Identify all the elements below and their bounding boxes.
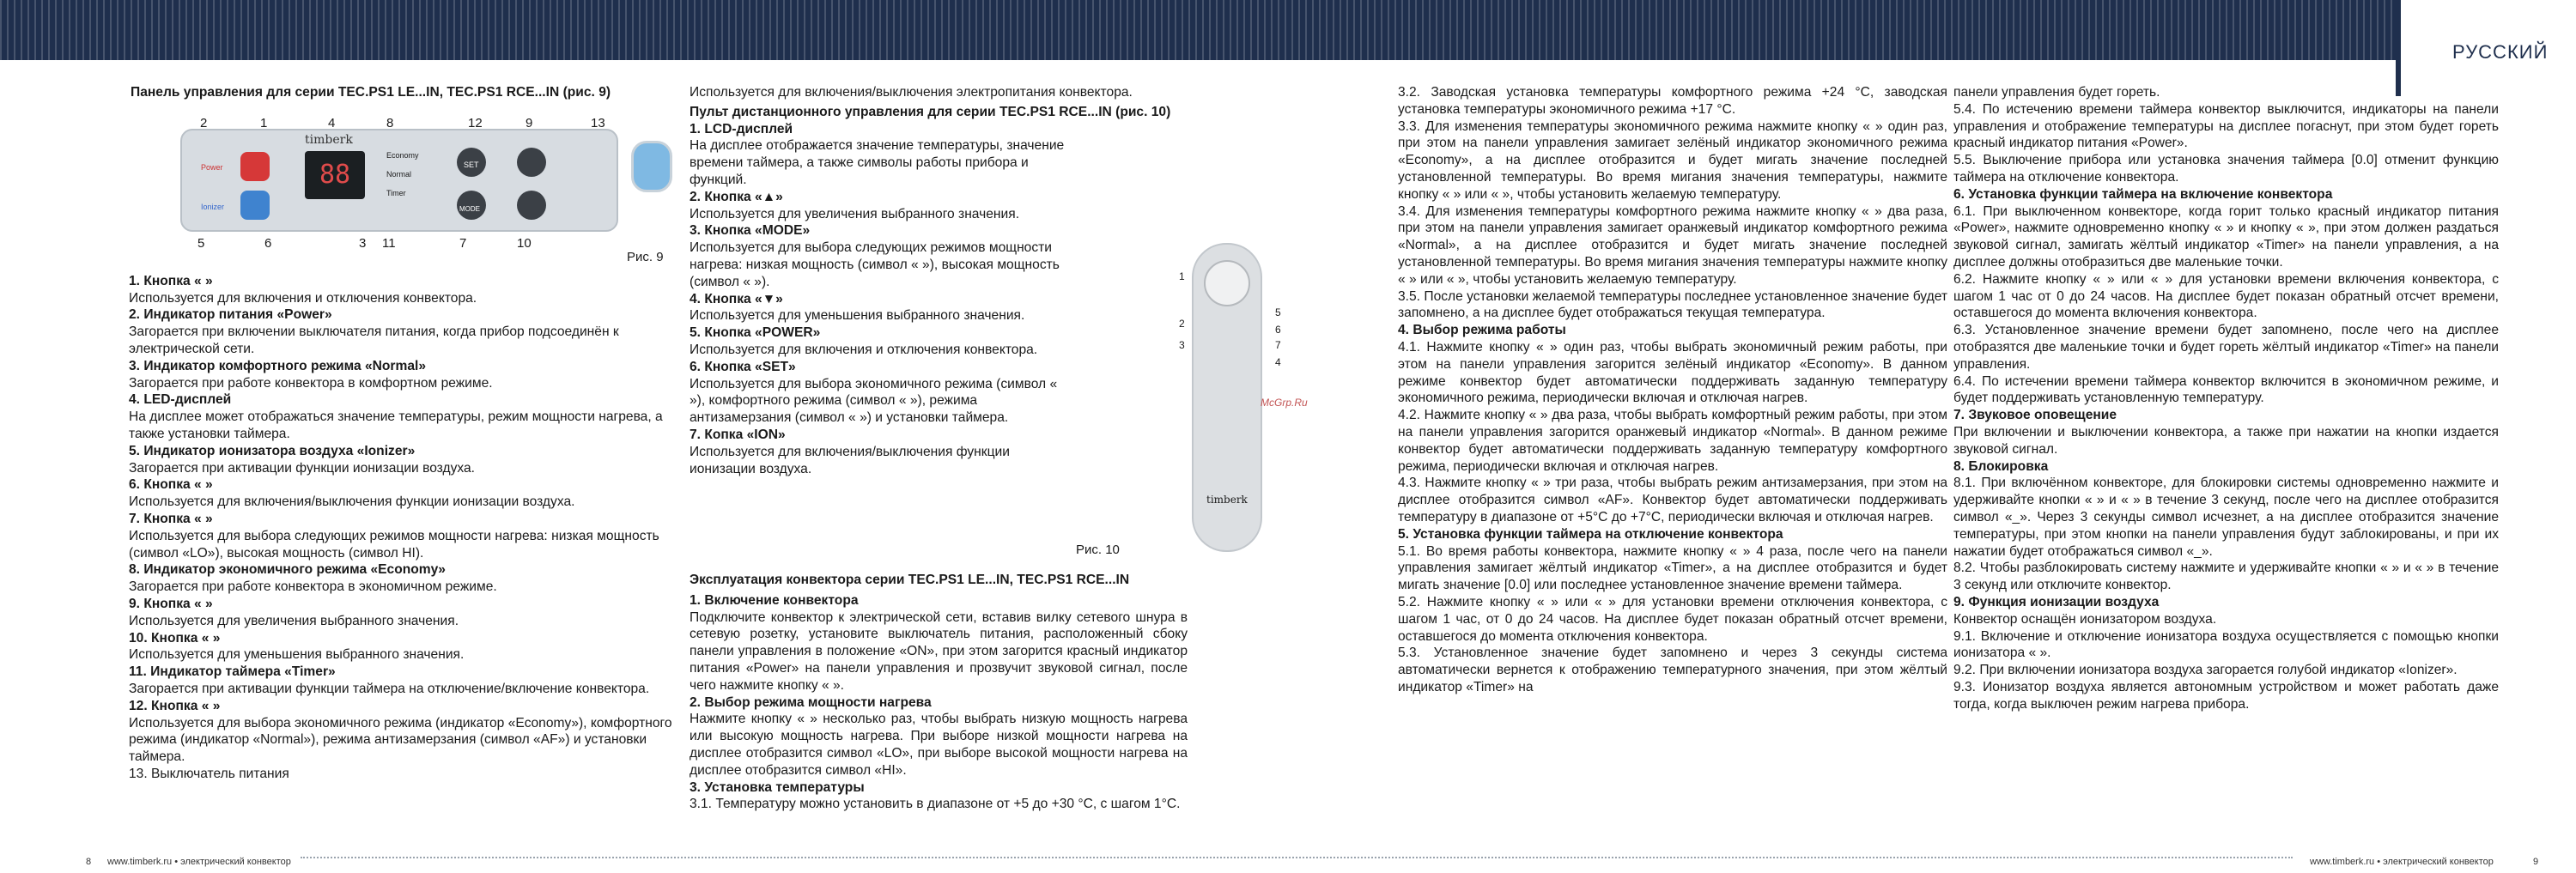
operation-title: Эксплуатация конвектора серии TEC.PS1 LE...IN, TEC.PS1 RCE...IN <box>690 573 1130 587</box>
item-text: 5.1. Во время работы конвектора, нажмите кнопку « » 4 раза, после чего на панели управления замигает жёлтый индикатор «Timer», а на дисплее отобразится и будет мигать значение [0.0] или последнее установленное значение времени таймера. <box>1398 543 1947 593</box>
callout-3: 3 <box>359 235 367 251</box>
item-text: 4.2. Нажмите кнопку « » два раза, чтобы выбрать комфортный режим работы, при этом на панели управления загорится оранжевый индикатор «Normal». В данном режиме конвектор будет автоматически поддерживать заданную температуру комфортного режима, периодически включая и отключая нагрев. <box>1398 408 1947 474</box>
item-text: 9.3. Ионизатор воздуха является автономным устройством и может работать даже тогда, когда выключен режим нагрева прибора. <box>1953 679 2499 712</box>
callout-2: 2 <box>200 115 208 130</box>
item-text: Используется для выбора экономичного режима (индикатор «Economy»), комфортного режима (индикатор «Normal»), режима антизамерзания (символ «AF») и установки таймера. <box>129 715 672 765</box>
footer-site-right: www.timberk.ru • электрический конвектор <box>2310 857 2494 867</box>
item-text: Используется для включения и отключения конвектора. <box>129 290 477 306</box>
item-text: 3.4. Для изменения температуры комфортного режима нажмите кнопку « » два раза, при этом на панели управления замигает оранжевый индикатор комфортного режима «Normal», а на дисплее отобразится и будет мигать значение последней установленной температуры. Во время мигания значения температуры нажмите кнопку « » или « », чтобы установить желаемую температуру. <box>1398 203 1947 287</box>
item-text: Загорается при активации функции таймера на отключение/включение конвектора. <box>129 681 650 696</box>
up-button[interactable] <box>517 148 546 177</box>
footer-page-right: 9 <box>2533 857 2539 867</box>
item-text: 4.3. Нажмите кнопку « » три раза, чтобы выбрать режим антизамерзания, при этом на дисплее отобразится символ «AF». Конвектор будет автоматически поддерживать температуру в диапазоне от +5°C до +7°C, периодически включая и отключая нагрев. <box>1398 476 1947 524</box>
footer-page-left: 8 <box>86 857 92 867</box>
remote-callout-3: 3 <box>1179 339 1185 351</box>
remote-legend-list <box>690 121 1067 478</box>
item-heading: 2. Выбор режима мощности нагрева <box>690 694 932 710</box>
item-heading: 12. Кнопка « » <box>129 698 221 713</box>
callout-1: 1 <box>260 115 268 130</box>
remote-logo: timberk <box>1206 494 1248 506</box>
item-text: Нажмите кнопку « » несколько раз, чтобы выбрать низкую мощность нагрева или высокую мощность нагрева. При выборе низкой мощности нагрева на дисплее отобразится символ «LO», при выборе высокой мощности нагрева на дисплее отобразится символ «HI». <box>690 712 1188 778</box>
callout-12: 12 <box>468 115 483 130</box>
item-heading: 5. Установка функции таймера на отключение конвектора <box>1398 526 1783 542</box>
item-text: Используется для увеличения выбранного значения. <box>129 613 459 628</box>
item-text: 9.2. При включении ионизатора воздуха загорается голубой индикатор «Ionizer». <box>1953 663 2458 678</box>
led-normal-label: Normal <box>386 169 412 179</box>
down-button[interactable] <box>517 191 546 220</box>
item-text: 5.5. Выключение прибора или установка значения таймера [0.0] отменит функцию таймера на отключение конвектора. <box>1953 153 2499 185</box>
item-heading: 3. Индикатор комфортного режима «Normal» <box>129 358 427 373</box>
item-heading: 1. Включение конвектора <box>690 592 859 608</box>
footer-divider <box>301 857 2293 858</box>
figure-9-caption: Рис. 9 <box>627 249 664 264</box>
item-text: Конвектор оснащён ионизатором воздуха. <box>1953 611 2217 627</box>
item-text: Загорается при работе конвектора в экономичном режиме. <box>129 579 497 595</box>
item-text: Используется для выбора следующих режимов мощности нагрева: низкая мощность (символ « »), высокая мощность (символ « »). <box>690 240 1060 289</box>
header-band <box>0 0 2576 60</box>
item-heading: 9. Кнопка « » <box>129 596 213 611</box>
item-text: На дисплее может отображаться значение температуры, режим мощности нагрева, а также установки таймера. <box>129 409 663 441</box>
item-text: 9.1. Включение и отключение ионизатора воздуха осуществляется с помощью кнопки ионизатора « ». <box>1953 628 2499 661</box>
item-text: Используется для включения/выключения функции ионизации воздуха. <box>129 494 575 510</box>
item-text: Используется для выбора экономичного режима (символ « »), комфортного режима (символ « »), режима антизамерзания (символ « ») и установки таймера. <box>690 376 1058 426</box>
item-text: Используется для увеличения выбранного значения. <box>690 206 1020 221</box>
remote-lcd <box>1204 260 1250 306</box>
item-text: При включении и выключении конвектора, а также при нажатии на кнопки издается звуковой сигнал. <box>1953 424 2499 457</box>
remote-callout-4: 4 <box>1275 356 1281 368</box>
watermark: McGrp.Ru <box>1261 397 1308 409</box>
item-text: Используется для уменьшения выбранного значения. <box>690 308 1025 324</box>
item-heading: 5. Индикатор ионизатора воздуха «Ionizer» <box>129 443 416 458</box>
item-text: 6.3. Установленное значение времени будет запомнено, после чего на дисплее отобразятся две маленькие точки и будет гореть жёлтый индикатор «Timer» на панели управления. <box>1953 323 2499 372</box>
item-heading: 8. Блокировка <box>1953 458 2049 474</box>
item-text: 4.1. Нажмите кнопку « » один раз, чтобы выбрать экономичный режим работы, при этом на панели управления загорится зелёный индикатор «Economy». В данном режиме конвектор будет автоматически поддерживать заданную температуру экономичного режима, периодически включая и отключая нагрев. <box>1398 339 1947 406</box>
item-text: 8.2. Чтобы разблокировать систему нажмите и удерживайте кнопки « » и « » в течение 3 секунд или отключите конвектор. <box>1953 561 2499 593</box>
item-text: панели управления будет гореть. <box>1953 85 2160 100</box>
item-heading: 3. Установка температуры <box>690 779 865 795</box>
item-heading: 6. Кнопка «SET» <box>690 359 796 374</box>
operation-list <box>690 592 1188 813</box>
item-text: 5.3. Установленное значение будет запомнено и через 3 секунды система автоматически вернется к отображению температурного значения, при этом жёлтый индикатор «Timer» на <box>1398 646 1947 694</box>
remote-title: Пульт дистанционного управления для серии TEC.PS1 RCE...IN (рис. 10) <box>690 104 1171 119</box>
item-text: 6.1. При выключенном конвекторе, когда горит только красный индикатор питания «Power», нажмите одновременно кнопку « » и кнопку « », при этом должен раздаться звуковой сигнал, замигать жёлтый индикатор «Timer» на панели управления, а на дисплее должны отобразиться две маленькие точки. <box>1953 203 2499 270</box>
item-text: 5.4. По истечению времени таймера конвектор выключится, индикаторы на панели управления и отображение температуры на дисплее погаснут, при этом будет гореть красный индикатор питания «Power». <box>1953 101 2499 151</box>
item-heading: 4. Кнопка «▼» <box>690 291 783 306</box>
item-heading: 2. Индикатор питания «Power» <box>129 307 332 323</box>
item-text: 8.1. При включённом конвекторе, для блокировки системы одновременно нажмите и удерживайте кнопки « » и « » в течение 3 секунд, после чего на дисплее отобразится символ «_». Через 3 секунды символ исчезнет, а на дисплее отобразится значение температуры, при этом кнопки на панели управления будут заблокированы, и при их нажатии будет отображаться символ «_». <box>1953 476 2499 559</box>
remote-callout-1: 1 <box>1179 270 1185 282</box>
led-power-label: Power <box>201 162 223 172</box>
item-heading: 5. Кнопка «POWER» <box>690 325 821 341</box>
item-text: 6.4. По истечении времени таймера конвектор включится в экономичном режиме, и будет поддерживать установленную температуру. <box>1953 373 2499 406</box>
item-heading: 10. Кнопка « » <box>129 630 221 646</box>
figure-10-caption: Рис. 10 <box>1076 543 1120 557</box>
callout-10: 10 <box>517 235 532 251</box>
callout-8: 8 <box>386 115 394 130</box>
item-text: 3.2. Заводская установка температуры комфортного режима +24 °C, заводская установка температуры экономичного режима +17 °C. <box>1398 85 1947 117</box>
item-heading: 8. Индикатор экономичного режима «Economy» <box>129 562 446 578</box>
item-text: На дисплее отображается значение температуры, значение времени таймера, а также символы работы прибора и функций. <box>690 138 1065 187</box>
control-panel-figure <box>129 105 678 268</box>
item-text: Загорается при включении выключателя питания, когда прибор подсоединён к электрической сети. <box>129 324 619 356</box>
remote-callout-5: 5 <box>1275 306 1281 318</box>
callout-13: 13 <box>591 115 605 130</box>
callout-7: 7 <box>459 235 467 251</box>
callout-4: 4 <box>328 115 336 130</box>
item-heading: 4. Выбор режима работы <box>1398 323 1566 338</box>
column-3 <box>1398 84 1947 696</box>
item-heading: 1. LCD-дисплей <box>690 121 793 136</box>
remote-figure <box>1076 234 1359 561</box>
item-heading: 1. Кнопка « » <box>129 273 213 288</box>
led-economy-label: Economy <box>386 150 419 160</box>
item-text: Загорается при активации функции ионизации воздуха. <box>129 460 476 476</box>
power-button-icon[interactable] <box>240 152 270 181</box>
item-text: Подключите конвектор к электрической сети, вставив вилку сетевого шнура в сетевую розетку, установите выключатель питания, расположенный сбоку панели управления в положение «ON», при этом загорится красный индикатор питания «Power» на панели управления и прозвучит звуковой сигнал, после чего нажмите кнопку « ». <box>690 609 1188 693</box>
ionizer-button-icon[interactable] <box>240 191 270 220</box>
remote-callout-7: 7 <box>1275 339 1281 351</box>
language-label: РУССКИЙ <box>2452 41 2549 63</box>
item-heading: 11. Индикатор таймера «Timer» <box>129 664 336 680</box>
item-heading: 7. Звуковое оповещение <box>1953 408 2117 423</box>
item-text: Используется для включения и отключения конвектора. <box>690 342 1038 357</box>
item-text: Используется для уменьшения выбранного значения. <box>129 647 465 663</box>
brand-logo: timberk <box>305 132 353 147</box>
item-text: 3.1. Температуру можно установить в диапазоне от +5 до +30 °C, с шагом 1°C. <box>690 797 1181 812</box>
item-text: 6.2. Нажмите кнопку « » или « » для установки времени включения конвектора, с шагом 1 час от 0 до 24 часов. На дисплее будет показан обратный отсчет времени, оставшегося до момента включения конвектора. <box>1953 271 2499 321</box>
set-button-label: SET <box>464 160 479 169</box>
set-button[interactable] <box>457 148 486 177</box>
language-tab <box>2396 0 2576 96</box>
item-text: 3.5. После установки желаемой температуры последнее установленное значение будет запомнено, а на дисплее будет отображаться текущая температура. <box>1398 288 1947 321</box>
mode-button-label: MODE <box>459 204 480 213</box>
panel-legend-list <box>129 273 687 783</box>
panel-title: Панель управления для серии TEC.PS1 LE...IN, TEC.PS1 RCE...IN (рис. 9) <box>131 85 611 100</box>
item-text: 13. Выключатель питания <box>129 766 289 781</box>
power-switch-desc: Используется для включения/выключения электропитания конвектора. <box>690 85 1133 100</box>
callout-9: 9 <box>526 115 533 130</box>
item-heading: 3. Кнопка «MODE» <box>690 223 811 239</box>
led-timer-label: Timer <box>386 188 406 197</box>
ionizer-switch[interactable] <box>631 141 672 192</box>
item-text: Загорается при работе конвектора в комфортном режиме. <box>129 375 493 391</box>
mode-button[interactable] <box>457 191 486 220</box>
item-heading: 7. Кнопка « » <box>129 511 213 526</box>
callout-11: 11 <box>382 235 396 251</box>
remote-callout-2: 2 <box>1179 318 1185 330</box>
item-heading: 2. Кнопка «▲» <box>690 189 783 204</box>
led-ionizer-label: Ionizer <box>201 202 225 211</box>
footer-site-left: www.timberk.ru • электрический конвектор <box>107 857 291 867</box>
column-4-list <box>1953 84 2499 712</box>
item-text: Используется для включения/выключения функции ионизации воздуха. <box>690 444 1010 476</box>
item-heading: 9. Функция ионизации воздуха <box>1953 594 2160 609</box>
item-text: 5.2. Нажмите кнопку « » или « » для установки времени отключения конвектора, с шагом 1 час, от 0 до 24 часов. На дисплее будет показан обратный отсчет времени, оставшегося до момента отключения конвектора. <box>1398 594 1947 644</box>
remote-callout-6: 6 <box>1275 324 1281 336</box>
item-heading: 4. LED-дисплей <box>129 392 232 408</box>
column-3-list <box>1398 84 1947 696</box>
column-4 <box>1953 84 2499 712</box>
led-display: 88 <box>305 151 365 199</box>
callout-5: 5 <box>197 235 205 251</box>
column-2 <box>690 84 1376 812</box>
item-heading: 6. Установка функции таймера на включение конвектора <box>1953 186 2333 202</box>
column-1 <box>129 84 687 783</box>
item-heading: 6. Кнопка « » <box>129 477 213 493</box>
item-text: 3.3. Для изменения температуры экономичного режима нажмите кнопку « » один раз, при этом на панели управления замигает зелёный индикатор экономичного режима «Economy», а на дисплее отобразится и будет мигать значение последней установленной температуры. Во время мигания значения температуры, нажмите кнопку « » или « », чтобы установить желаемую температуру. <box>1398 118 1947 202</box>
item-text: Используется для выбора следующих режимов мощности нагрева: низкая мощность (символ «LO»), высокая мощность (символ HI). <box>129 528 659 561</box>
item-heading: 7. Копка «ION» <box>690 427 786 442</box>
callout-6: 6 <box>264 235 272 251</box>
